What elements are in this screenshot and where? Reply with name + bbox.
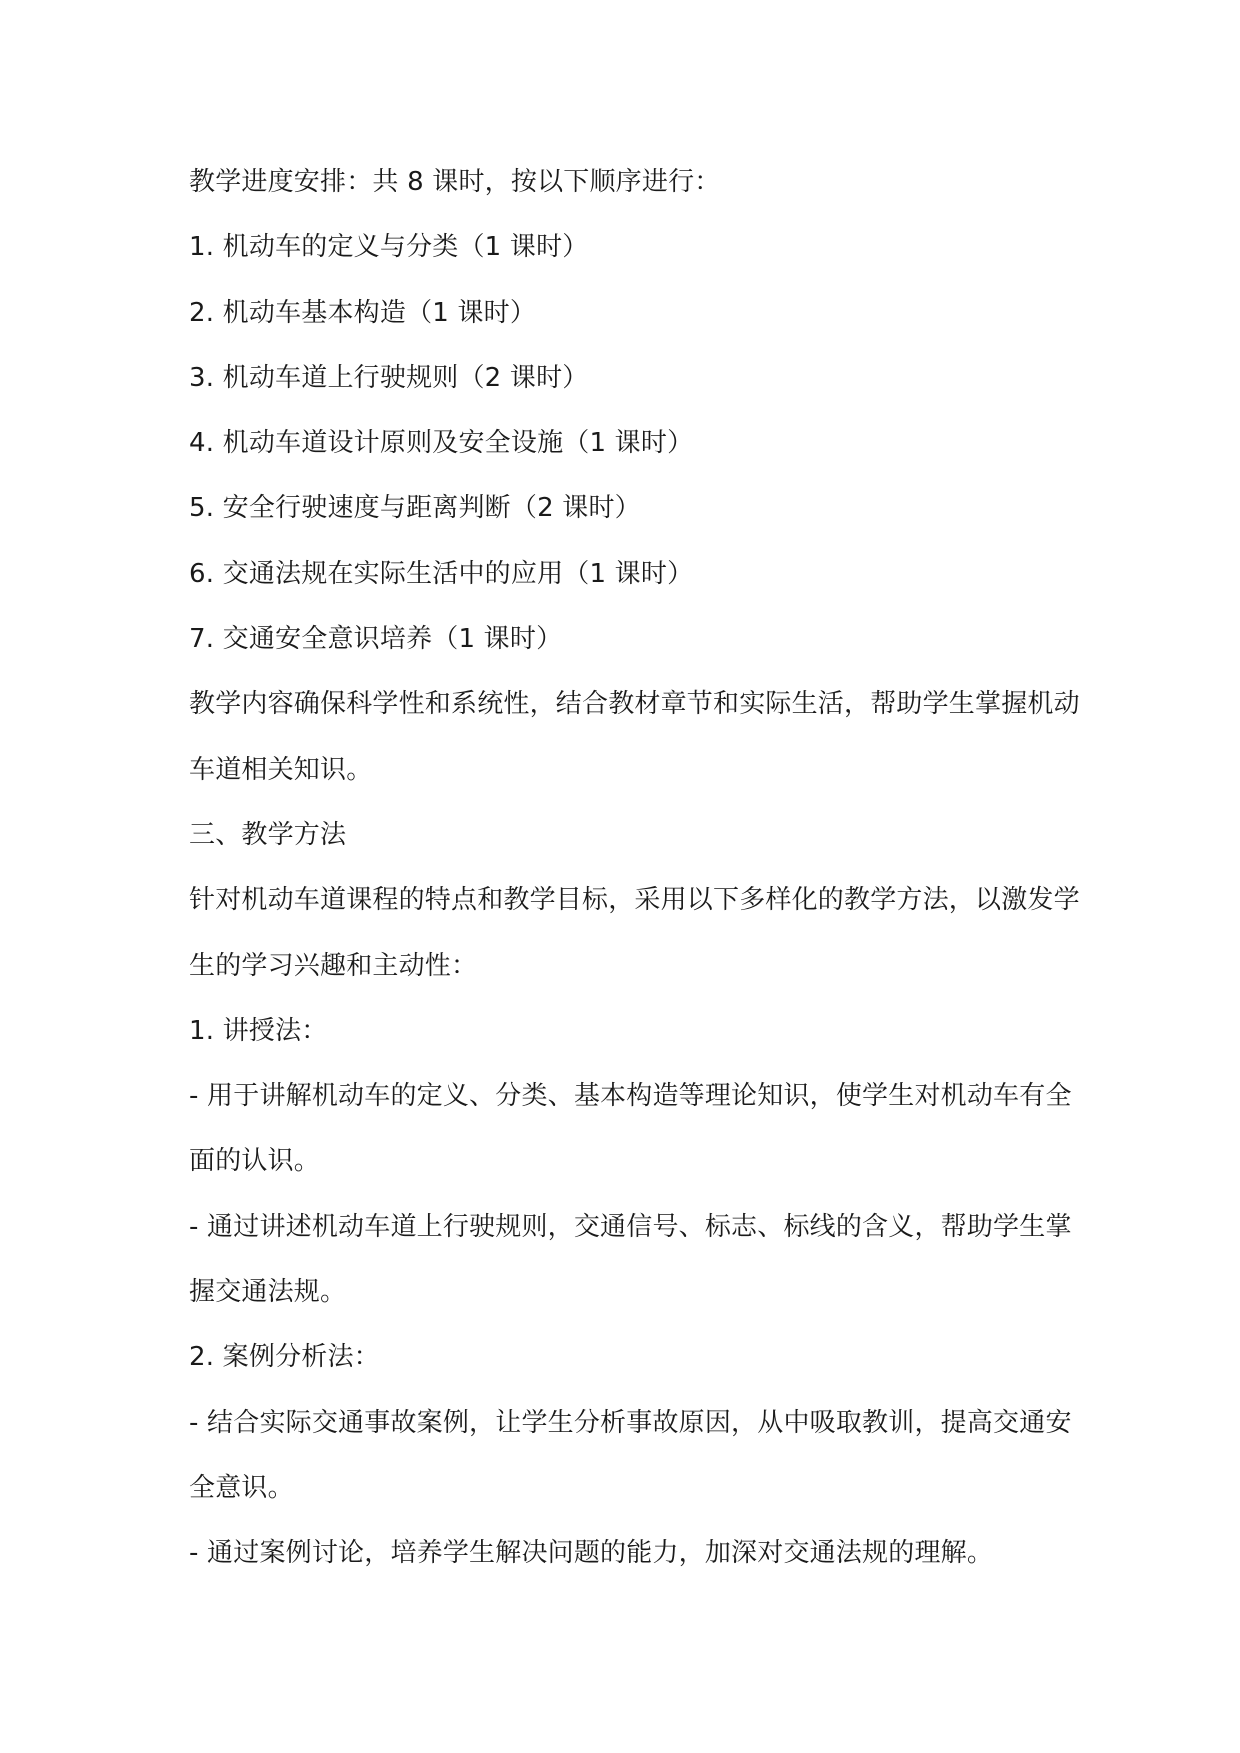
schedule-item-3: 3. 机动车道上行驶规则（2 课时）	[189, 362, 589, 393]
section-heading-methods: 三、教学方法	[189, 819, 347, 850]
schedule-item-1: 1. 机动车的定义与分类（1 课时）	[189, 232, 589, 263]
method-case-point-2: - 通过案例讨论，培养学生解决问题的能力，加深对交通法规的理解。	[189, 1538, 994, 1569]
methods-intro-line-2: 生的学习兴趣和主动性：	[189, 950, 478, 981]
schedule-item-6: 6. 交通法规在实际生活中的应用（1 课时）	[189, 558, 694, 589]
method-lecture-heading: 1. 讲授法：	[189, 1015, 328, 1046]
method-lecture-point-2-line-2: 握交通法规。	[189, 1277, 347, 1308]
schedule-item-5: 5. 安全行驶速度与距离判断（2 课时）	[189, 493, 641, 524]
method-case-heading: 2. 案例分析法：	[189, 1342, 380, 1373]
schedule-item-4: 4. 机动车道设计原则及安全设施（1 课时）	[189, 428, 694, 459]
method-case-point-1-line-2: 全意识。	[189, 1472, 294, 1503]
method-lecture-point-1-line-1: - 用于讲解机动车的定义、分类、基本构造等理论知识，使学生对机动车有全	[189, 1081, 1072, 1112]
content-summary-line-1: 教学内容确保科学性和系统性，结合教材章节和实际生活，帮助学生掌握机动	[189, 689, 1080, 720]
document-body	[189, 160, 1080, 1597]
content-summary-line-2: 车道相关知识。	[189, 754, 373, 785]
schedule-item-2: 2. 机动车基本构造（1 课时）	[189, 297, 537, 328]
schedule-intro: 教学进度安排：共 8 课时，按以下顺序进行：	[189, 167, 721, 197]
method-lecture-point-1-line-2: 面的认识。	[189, 1146, 321, 1177]
methods-intro-line-1: 针对机动车道课程的特点和教学目标，采用以下多样化的教学方法，以激发学	[189, 885, 1080, 916]
method-lecture-point-2-line-1: - 通过讲述机动车道上行驶规则，交通信号、标志、标线的含义，帮助学生掌	[189, 1211, 1072, 1242]
method-case-point-1-line-1: - 结合实际交通事故案例，让学生分析事故原因，从中吸取教训，提高交通安	[189, 1407, 1072, 1438]
schedule-item-7: 7. 交通安全意识培养（1 课时）	[189, 624, 563, 655]
